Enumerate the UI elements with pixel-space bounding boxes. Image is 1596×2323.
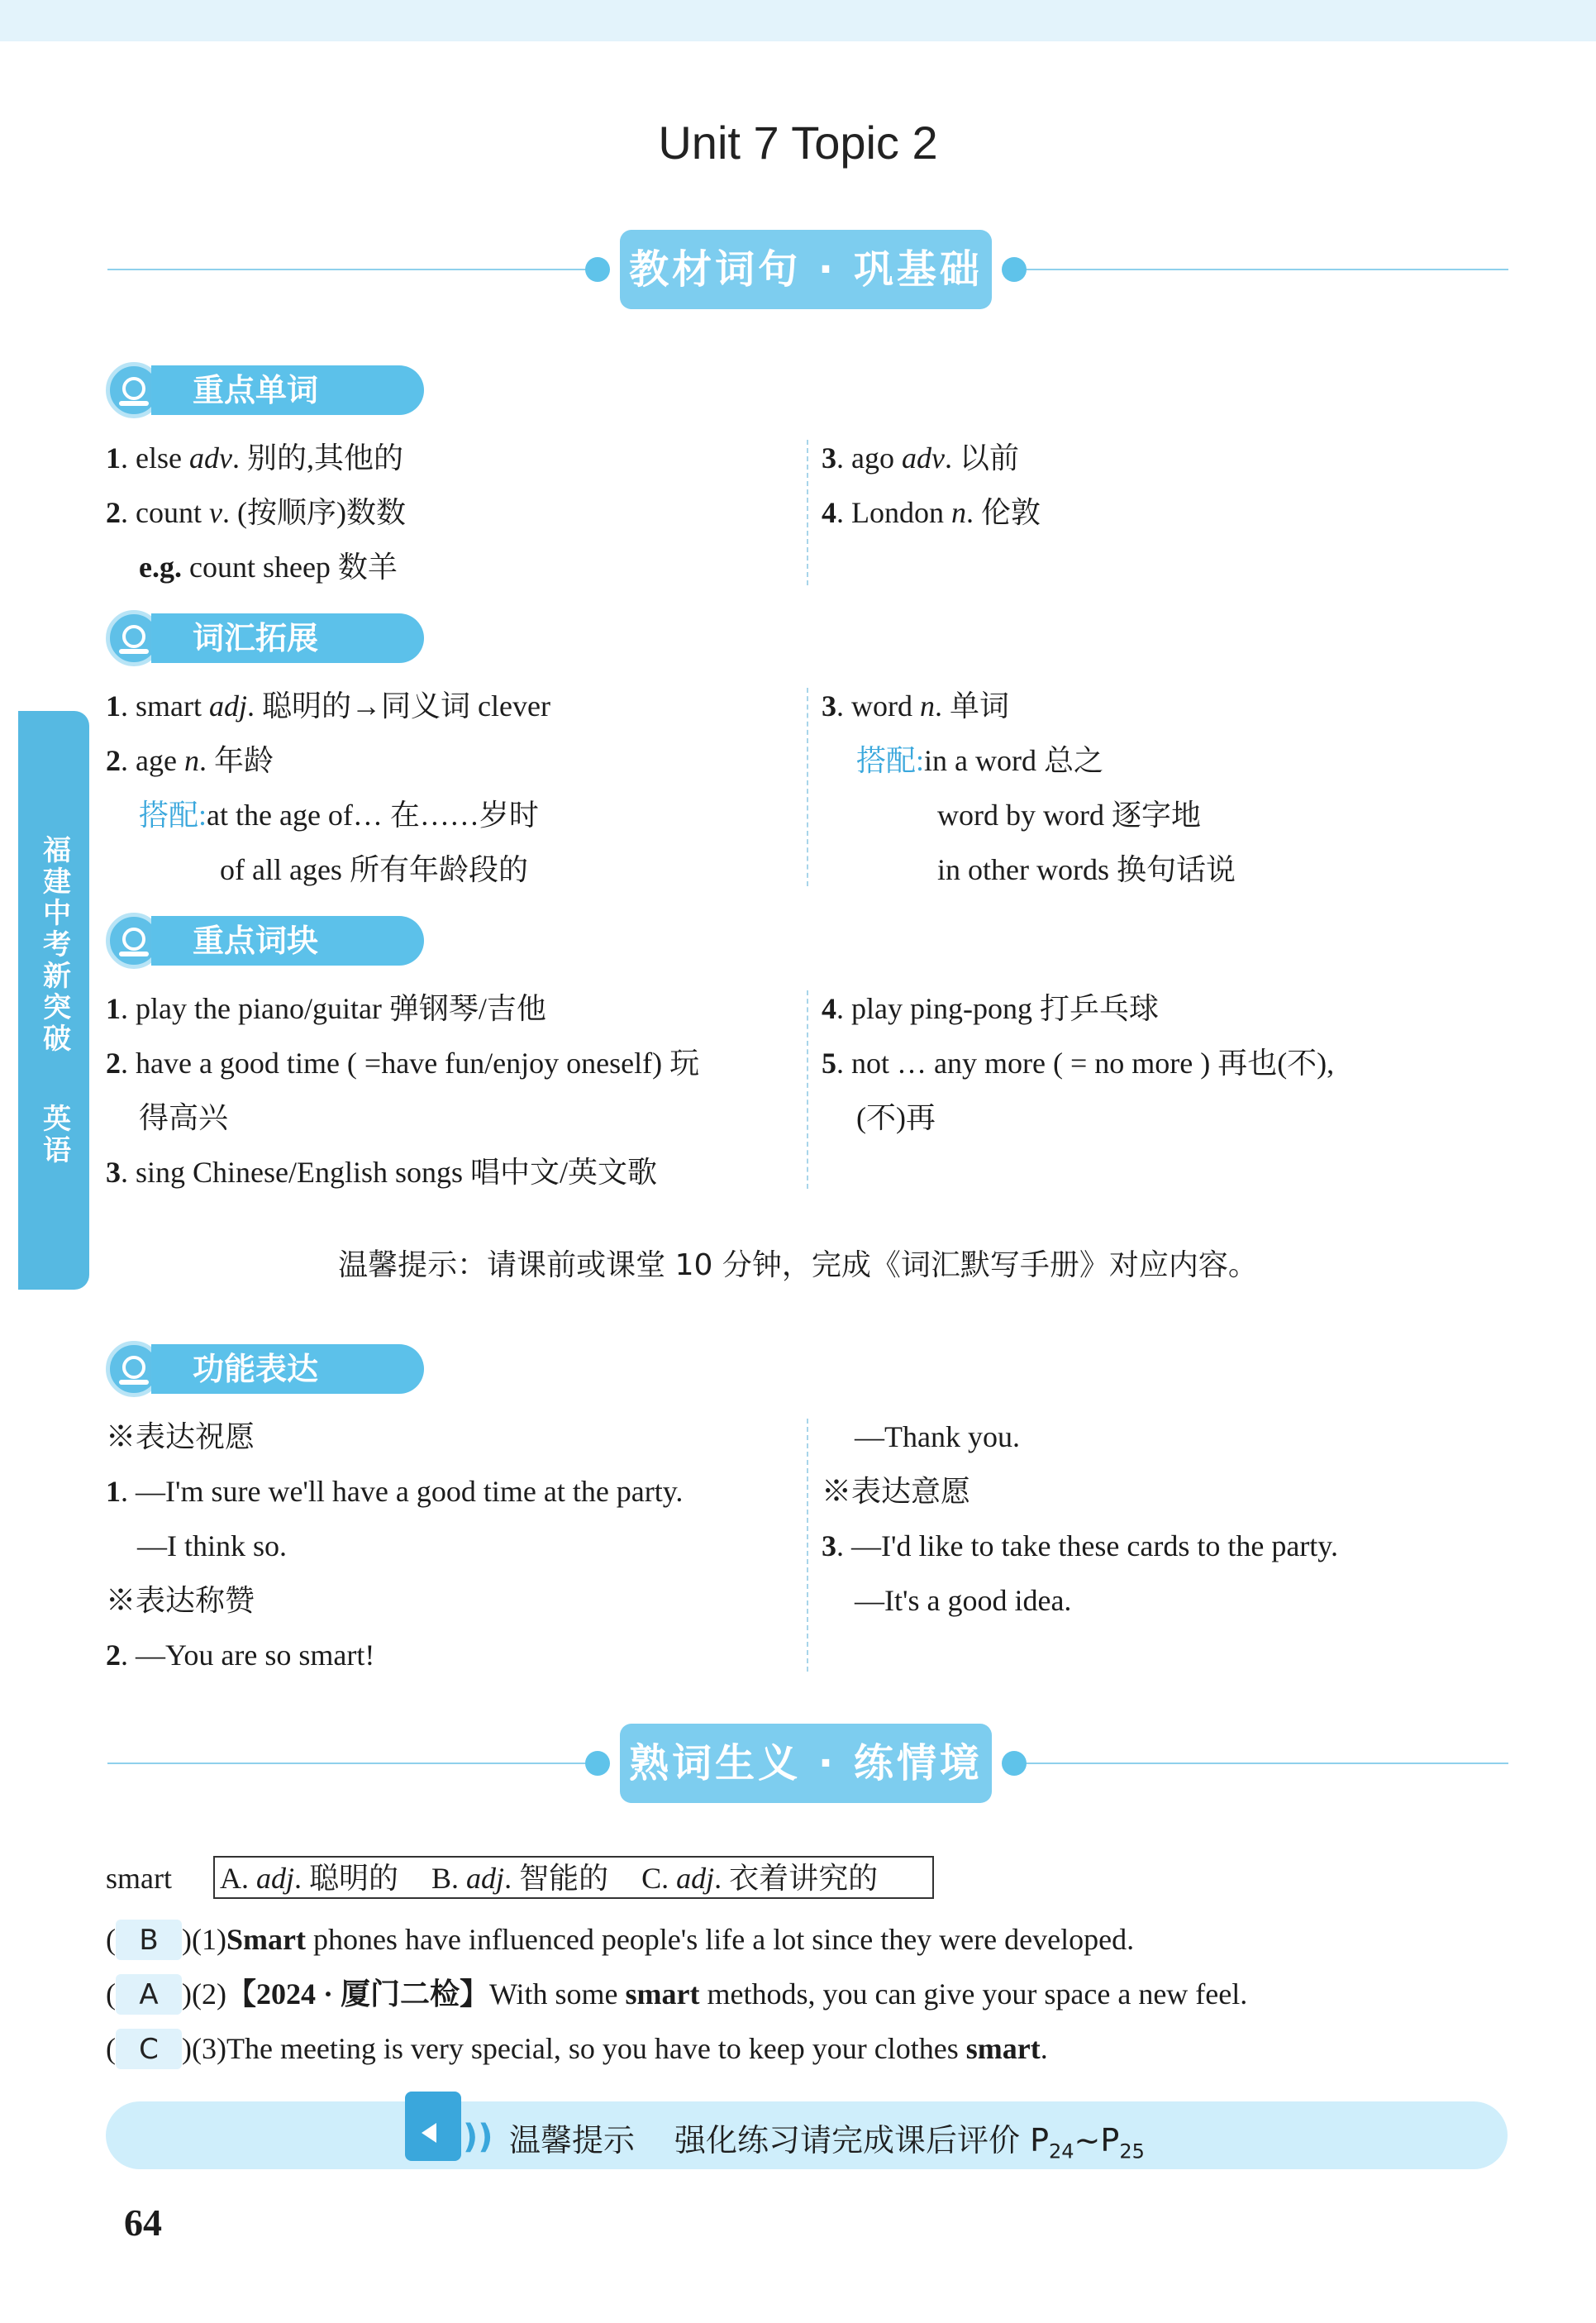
sound-waves-icon: )): [463, 2118, 493, 2156]
phrase-line: 2. have a good time ( =have fun/enjoy oneself) 玩: [106, 1047, 700, 1080]
question-2: ( A )(2)【2024 · 厦门二检】With some smart methods, you can give your space a new feel.: [106, 1974, 1247, 2015]
column-divider: [807, 990, 808, 1189]
banner-dot-left: [585, 257, 610, 282]
dialogue-line: 1. —I'm sure we'll have a good time at the party.: [106, 1475, 684, 1508]
side-tab-subject: 英语: [43, 1103, 71, 1167]
vocab-line: 2. count v. (按顺序)数数: [106, 496, 406, 529]
section-label: 重点词块: [151, 916, 424, 966]
question-1: ( B )(1)Smart phones have influenced people's life a lot since they were developed.: [106, 1920, 1134, 1960]
answer-1[interactable]: B: [139, 1924, 159, 1957]
column-divider: [807, 1419, 808, 1672]
section-head-functions: [106, 1341, 436, 1397]
collocation-line: word by word 逐字地: [937, 799, 1201, 832]
section-banner-1: 教材词句 · 巩基础: [620, 230, 992, 309]
function-heading: ※表达意愿: [822, 1475, 971, 1508]
vocab-line: 1. else adv. 别的,其他的: [106, 441, 403, 475]
function-heading: ※表达称赞: [106, 1584, 255, 1617]
section-head-vocab-extension: [106, 610, 436, 666]
column-divider: [807, 688, 808, 886]
function-heading: ※表达祝愿: [106, 1420, 255, 1453]
dialogue-line: —It's a good idea.: [855, 1584, 1072, 1617]
dialogue-line: 3. —I'd like to take these cards to the party.: [822, 1529, 1338, 1562]
side-tab-text: 福建中考新突破: [43, 834, 71, 1056]
side-tab: [18, 711, 89, 1290]
section-label: 词汇拓展: [151, 613, 424, 663]
vocab-line: 3. word n. 单词: [822, 689, 1010, 723]
banner-line-right: [1025, 1763, 1508, 1764]
tip-bar: [106, 2101, 1508, 2169]
vocab-line: 1. smart adj. 聪明的→同义词 clever: [106, 689, 550, 723]
question-3: ( C )(3)The meeting is very special, so you have to keep your clothes smart.: [106, 2029, 1048, 2069]
speaker-icon: [405, 2092, 461, 2161]
banner-dot-right: [1002, 1751, 1027, 1776]
dialogue-line: —Thank you.: [855, 1420, 1020, 1453]
phrase-line: (不)再: [856, 1101, 936, 1134]
column-divider: [807, 440, 808, 585]
hint-text: 温馨提示：请课前或课堂 10 分钟，完成《词汇默写手册》对应内容。: [338, 1248, 1258, 1282]
vocab-line: 3. ago adv. 以前: [822, 441, 1019, 475]
section-head-key-phrases: [106, 913, 436, 969]
banner-line-right: [1025, 269, 1508, 270]
collocation-line: 搭配:at the age of… 在……岁时: [139, 799, 539, 832]
tip-text: 强化练习请完成课后评价 $P_{24}\sim P_{25}$: [674, 2122, 1145, 2163]
dialogue-line: 2. —You are so smart!: [106, 1639, 375, 1672]
phrase-line: 4. play ping-pong 打乒乓球: [822, 992, 1159, 1025]
dialogue-line: —I think so.: [137, 1529, 288, 1562]
answer-2[interactable]: A: [139, 1978, 159, 2011]
section-head-key-words: [106, 362, 436, 418]
section-label: 重点单词: [151, 365, 424, 415]
meaning-options: A. adj. 聪明的 B. adj. 智能的 C. adj. 衣着讲究的: [220, 1862, 879, 1895]
answer-3[interactable]: C: [139, 2033, 159, 2066]
page-title: Unit 7 Topic 2: [658, 117, 938, 169]
phrase-line: 3. sing Chinese/English songs 唱中文/英文歌: [106, 1156, 658, 1189]
collocation-line: 搭配:in a word 总之: [856, 744, 1103, 777]
tip-label: 温馨提示: [509, 2122, 636, 2158]
banner-line-left: [107, 269, 587, 270]
collocation-line: in other words 换句话说: [937, 853, 1236, 886]
section-label: 功能表达: [151, 1344, 424, 1394]
target-word: smart: [106, 1862, 172, 1895]
page-number: 64: [124, 2201, 162, 2244]
phrase-line: 1. play the piano/guitar 弹钢琴/吉他: [106, 992, 546, 1025]
vocab-line: 4. London n. 伦敦: [822, 496, 1041, 529]
banner-line-left: [107, 1763, 587, 1764]
collocation-line: of all ages 所有年龄段的: [220, 853, 528, 886]
phrase-line: 得高兴: [139, 1101, 229, 1134]
banner-dot-right: [1002, 257, 1027, 282]
top-band: [0, 0, 1596, 41]
vocab-line: 2. age n. 年龄: [106, 744, 274, 777]
banner-dot-left: [585, 1751, 610, 1776]
section-banner-2: 熟词生义 · 练情境: [620, 1724, 992, 1803]
phrase-line: 5. not … any more ( = no more ) 再也(不),: [822, 1047, 1335, 1080]
example-line: e.g. count sheep 数羊: [139, 551, 398, 584]
